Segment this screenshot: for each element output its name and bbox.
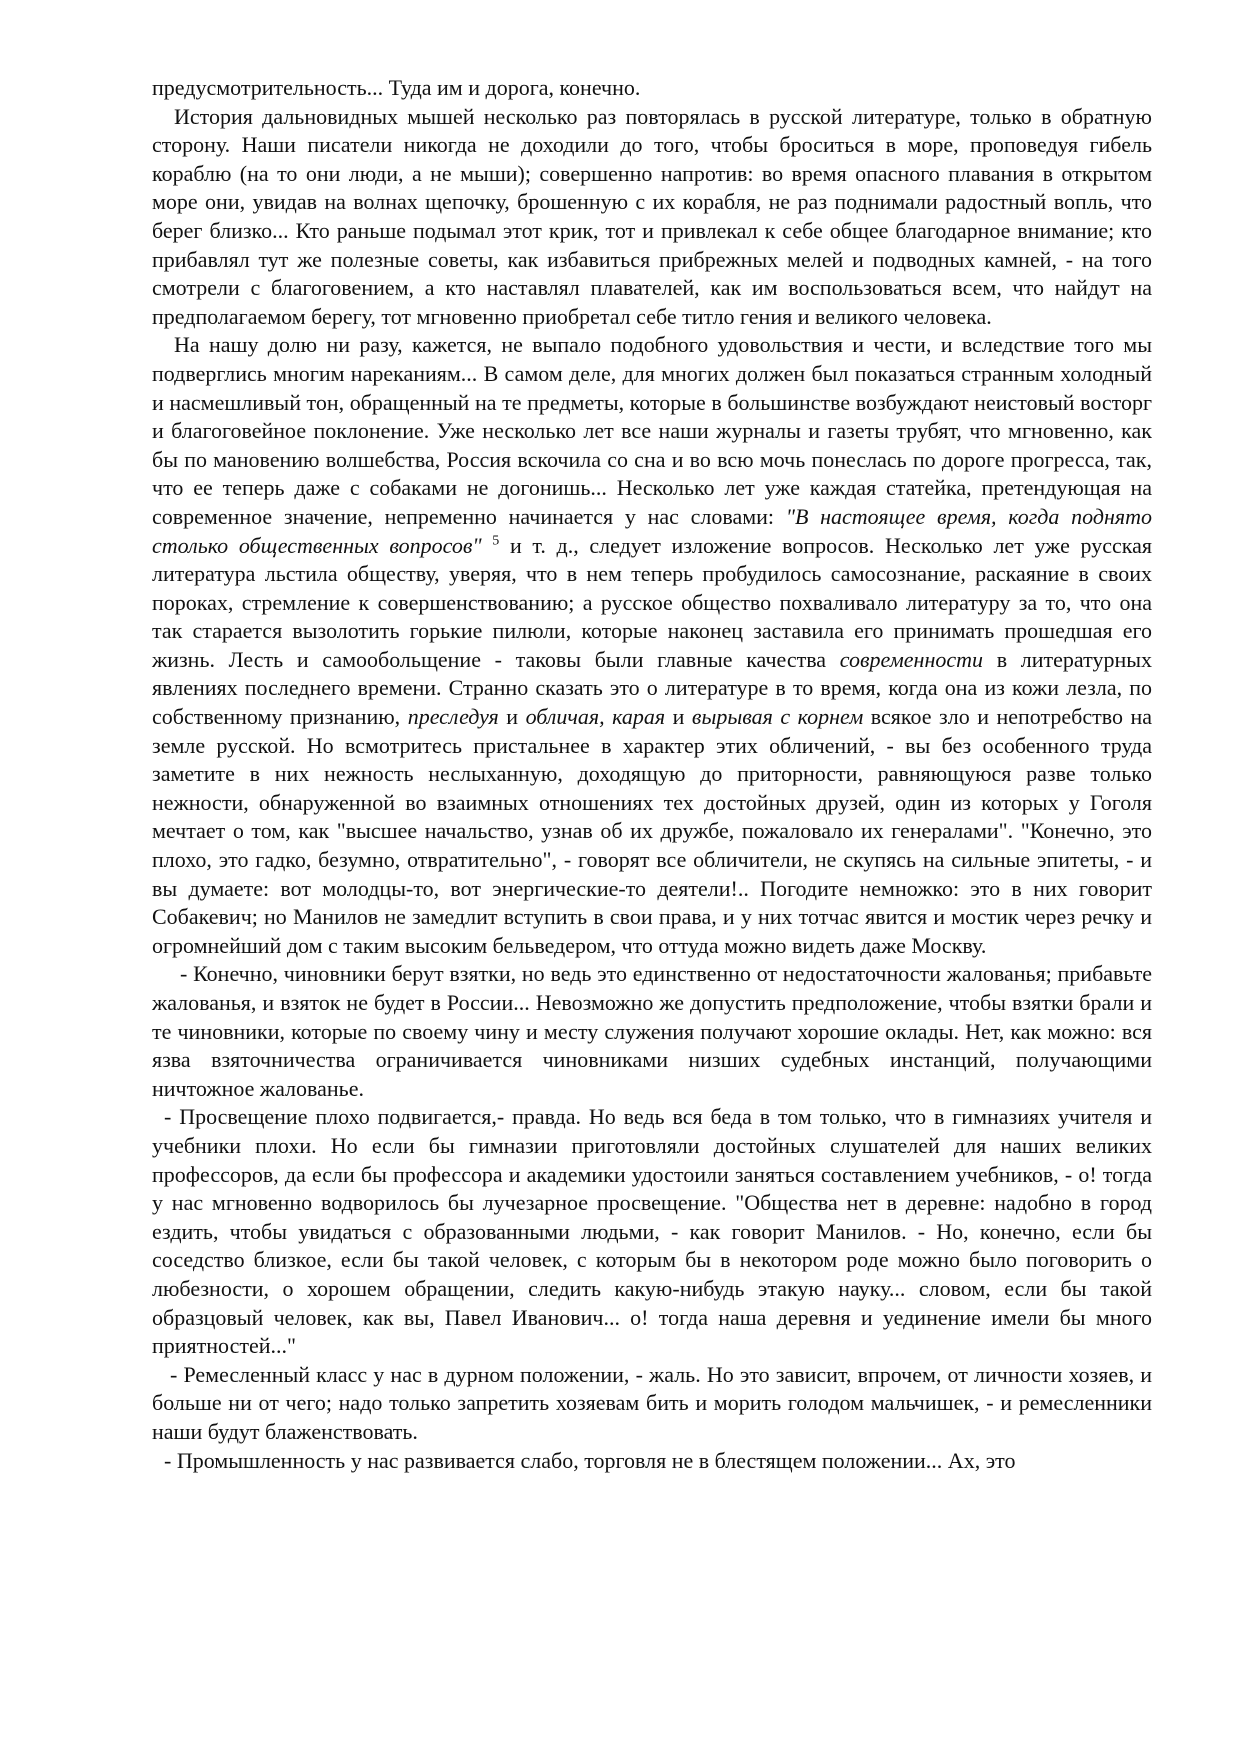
- paragraph-continuation: предусмотрительность... Туда им и дорога, конечно.: [152, 75, 641, 100]
- italic-term: обличая, карая: [525, 704, 666, 730]
- italic-term: современности: [839, 646, 984, 672]
- italic-quote: "В настоящее время, когда поднято столько общественных вопросов": [152, 503, 1152, 558]
- paragraph-bribes: - Конечно, чиновники берут взятки, но ведь это единственно от недостаточности жалованья; прибавьте жалованья, и взяток не будет в России... Невозможно же допустить предположение, чтобы взятки брали и те чиновники, которые по своему чину и месту служения получают хорошие оклады. Нет, как можно: вся язва взяточничества ограничивается чиновниками низших судебных инстанций, получающими ничтожное жалованье.: [152, 961, 1152, 1101]
- paragraph-mice-history: История дальновидных мышей несколько раз повторялась в русской литературе, только в обратную сторону. Наши писатели никогда не доходили до того, чтобы броситься в море, проповедуя гибель кораблю (на то они люди, а не мыши); совершенно напротив: во время опасного плавания в открытом море они, увидав на волнах щепочку, брошенную с их корабля, не раз поднимали радостный вопль, что берег близко... Кто раньше подымал этот крик, тот и привлекал к себе общее благодарное внимание; кто прибавлял тут же полезные советы, как избавиться прибрежных мелей и подводных камней, - на того смотрели с благоговением, а кто наставлял плавателей, как им воспользоваться всем, что найдут на предполагаемом берегу, тот мгновенно приобретал себе титло гения и великого человека.: [152, 103, 1152, 329]
- paragraph-education: - Просвещение плохо подвигается,- правда. Но ведь вся беда в том только, что в гимназиях учителя и учебники плохи. Но если бы гимназии приготовляли достойных слушателей для наших великих профессоров, да если бы профессора и академики удостоили заняться составлением учебников, - о! тогда у нас мгновенно водворилось бы лучезарное просвещение. "Общества нет в деревне: надобно в город ездить, чтобы увидаться с образованными людьми, - как говорит Манилов. - Но, конечно, если бы соседство близкое, если бы такой человек, с которым бы в некотором роде можно было поговорить о любезности, о хорошем обращении, следить какую-нибудь этакую науку... словом, если бы такой образцовый человек, как вы, Павел Иванович... о! тогда наша деревня и уединение имели бы много приятностей...": [152, 1104, 1152, 1359]
- italic-term: преследуя: [407, 704, 499, 730]
- text-run: На нашу долю ни разу, кажется, не выпало подобного удовольствия и чести, и вследствие того мы подверглись многим нареканиям... В самом деле, для многих должен был показаться странным холодный и насмешливый тон, обращенный на те предметы, которые в большинстве возбуждают неистовый восторг и благоговейное поклонение. Уже несколько лет все наши журналы и газеты трубят, что мгновенно, как бы по мановению волшебства, Россия вскочила со сна и во всю мочь понеслась по дороге прогресса, так, что ее теперь даже с собаками не догонишь... Несколько лет уже каждая статейка, претендующая на современное значение, непременно начинается у нас словами:: [152, 332, 1152, 529]
- text-run: и т. д., следует изложение вопросов. Несколько лет уже русская литература льстила обществу, уверяя, что в нем теперь пробудилось самосознание, раскаяние в своих пороках, стремление к совершенствованию; а русское общество похваливало литературу за то, что она так старается вызолотить горькие пилюли, которые наконец заставила его принимать прошедшая его жизнь. Лесть и самообольщение - таковы были главные качества: [152, 532, 1152, 672]
- paragraph-industry: - Промышленность у нас развивается слабо, торговля не в блестящем положении... Ах, это: [164, 1447, 1016, 1473]
- document-page: [152, 74, 1152, 1475]
- text-run: и: [498, 704, 526, 730]
- paragraph-our-share: [152, 331, 1152, 960]
- paragraph-craftsmen: - Ремесленный класс у нас в дурном положении, - жаль. Но это зависит, впрочем, от личности хозяев, и больше ни от чего; надо только запретить хозяевам бить и морить голодом мальчишек, - и ремесленники наши будут блаженствовать.: [152, 1361, 1152, 1444]
- italic-term: вырывая с корнем: [691, 704, 864, 730]
- text-run: и: [665, 704, 692, 730]
- text-run: всякое зло и непотребство на земле русской. Но всмотритесь пристальнее в характер этих обличений, - вы без особенного труда заметите в них нежность неслыханную, доходящую до приторности, равняющуюся разве только нежности, обнаруженной во взаимных отношениях тех достойных друзей, один из которых у Гоголя мечтает о том, как "высшее начальство, узнав об их дружбе, пожаловало их генералами". "Конечно, это плохо, это гадко, безумно, отвратительно", - говорят все обличители, не скупясь на сильные эпитеты, - и вы думаете: вот молодцы-то, вот энергические-то деятели!.. Погодите немножко: это в них говорит Собакевич; но Манилов не замедлит вступить в свои права, и у них тотчас явится и мостик через речку и огромнейший дом с таким высоким бельведером, что оттуда можно видеть даже Москву.: [152, 704, 1152, 958]
- footnote-marker: 5: [492, 533, 500, 549]
- text-run: в литературных явлениях последнего времени. Странно сказать это о литературе в то время, когда она из кожи лезла, по собственному признанию,: [152, 646, 1153, 730]
